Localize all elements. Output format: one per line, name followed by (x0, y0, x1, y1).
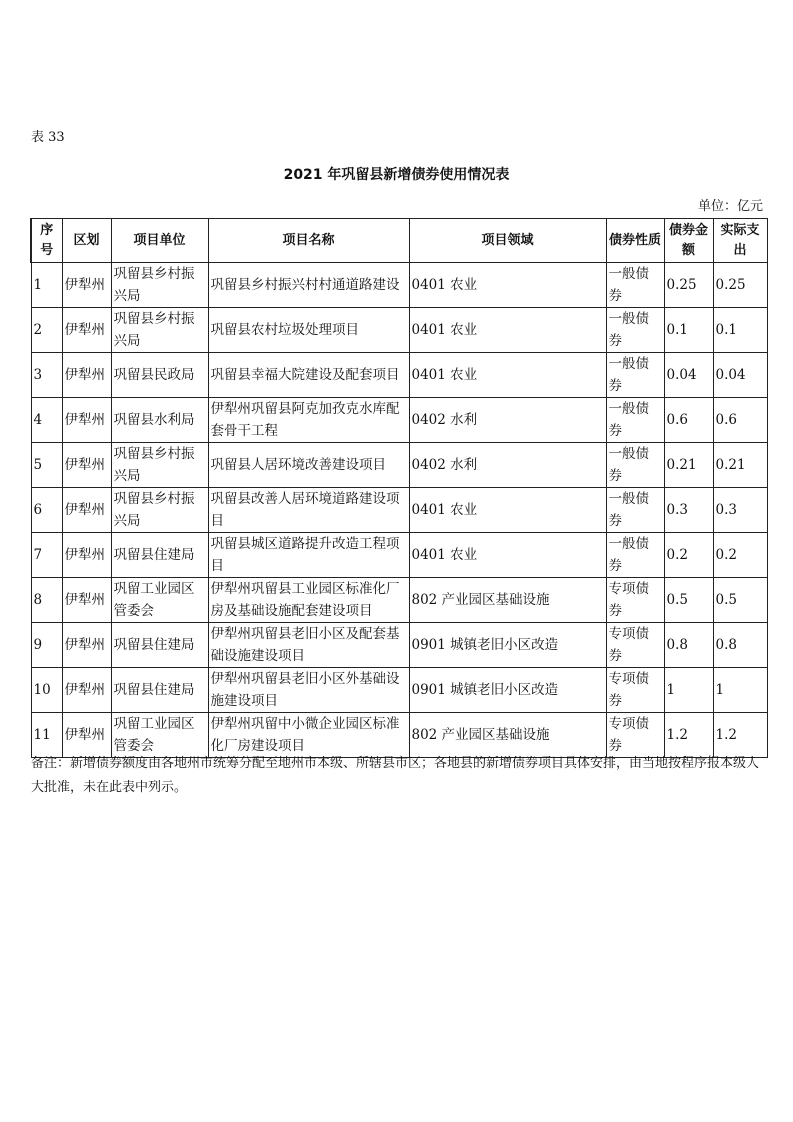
table-row (31, 713, 767, 758)
bond-amount-cell: 0.25 (664, 263, 713, 308)
table-row (31, 443, 767, 488)
page-title: 2021 年巩留县新增债券使用情况表 (283, 167, 510, 183)
row-number-cell: 5 (31, 443, 62, 488)
project-name-cell: 伊犁州巩留县阿克加孜克水库配套骨干工程 (208, 398, 409, 443)
header-cell: 项目单位 (111, 219, 208, 263)
actual-spending-cell: 0.8 (713, 623, 767, 668)
region-cell: 伊犁州 (62, 668, 111, 713)
region-cell: 伊犁州 (62, 533, 111, 578)
bond-amount-cell: 0.8 (664, 623, 713, 668)
project-field-cell: 0401 农业 (409, 308, 606, 353)
bond-amount-cell: 0.5 (664, 578, 713, 623)
bond-amount-cell: 0.6 (664, 398, 713, 443)
project-name-cell: 伊犁州巩留县老旧小区及配套基础设施建设项目 (208, 623, 409, 668)
bond-type-cell: 专项债券 (606, 668, 664, 713)
actual-spending-cell: 0.2 (713, 533, 767, 578)
project-unit-cell: 巩留县乡村振兴局 (111, 488, 208, 533)
row-number-cell: 10 (31, 668, 62, 713)
actual-spending-cell: 0.25 (713, 263, 767, 308)
project-unit-cell: 巩留县住建局 (111, 623, 208, 668)
actual-spending-cell: 0.3 (713, 488, 767, 533)
bond-type-cell: 一般债券 (606, 308, 664, 353)
bond-type-cell: 专项债券 (606, 623, 664, 668)
bond-amount-cell: 0.3 (664, 488, 713, 533)
header-cell: 实际支出 (713, 219, 767, 263)
row-number-cell: 4 (31, 398, 62, 443)
project-unit-cell: 巩留县乡村振兴局 (111, 308, 208, 353)
header-cell: 区划 (62, 219, 111, 263)
bond-type-cell: 一般债券 (606, 353, 664, 398)
project-name-cell: 巩留县幸福大院建设及配套项目 (208, 353, 409, 398)
project-unit-cell: 巩留县住建局 (111, 668, 208, 713)
actual-spending-cell: 1.2 (713, 713, 767, 758)
header-cell: 项目领域 (409, 219, 606, 263)
project-unit-cell: 巩留县民政局 (111, 353, 208, 398)
project-unit-cell: 巩留工业园区管委会 (111, 578, 208, 623)
table-row (31, 353, 767, 398)
project-unit-cell: 巩留县乡村振兴局 (111, 263, 208, 308)
table-row (31, 263, 767, 308)
project-name-cell: 巩留县乡村振兴村村通道路建设 (208, 263, 409, 308)
project-unit-cell: 巩留工业园区管委会 (111, 713, 208, 758)
actual-spending-cell: 1 (713, 668, 767, 713)
project-field-cell: 0402 水利 (409, 443, 606, 488)
row-number-cell: 7 (31, 533, 62, 578)
bond-type-cell: 一般债券 (606, 398, 664, 443)
bond-type-cell: 一般债券 (606, 443, 664, 488)
bond-amount-cell: 1.2 (664, 713, 713, 758)
table-row (31, 308, 767, 353)
project-name-cell: 巩留县人居环境改善建设项目 (208, 443, 409, 488)
region-cell: 伊犁州 (62, 488, 111, 533)
bond-amount-cell: 0.21 (664, 443, 713, 488)
actual-spending-cell: 0.21 (713, 443, 767, 488)
header-cell: 债券性质 (606, 219, 664, 263)
bond-amount-cell: 0.1 (664, 308, 713, 353)
project-field-cell: 802 产业园区基础设施 (409, 713, 606, 758)
project-field-cell: 0401 农业 (409, 488, 606, 533)
footnote: 备注：新增债券额度由各地州市统筹分配至地州市本级、所辖县市区；各地县的新增债券项目具体安排，由当地按程序报本级人大批准，未在此表中列示。 (31, 756, 760, 795)
project-name-cell: 巩留县城区道路提升改造工程项目 (208, 533, 409, 578)
project-field-cell: 0401 农业 (409, 353, 606, 398)
row-number-cell: 1 (31, 263, 62, 308)
project-unit-cell: 巩留县乡村振兴局 (111, 443, 208, 488)
project-unit-cell: 巩留县水利局 (111, 398, 208, 443)
project-unit-cell: 巩留县住建局 (111, 533, 208, 578)
region-cell: 伊犁州 (62, 578, 111, 623)
header-cell: 债券金额 (664, 219, 713, 263)
bond-amount-cell: 1 (664, 668, 713, 713)
row-number-cell: 3 (31, 353, 62, 398)
project-name-cell: 伊犁州巩留中小微企业园区标准化厂房建设项目 (208, 713, 409, 758)
region-cell: 伊犁州 (62, 308, 111, 353)
region-cell: 伊犁州 (62, 623, 111, 668)
bond-type-cell: 专项债券 (606, 713, 664, 758)
actual-spending-cell: 0.1 (713, 308, 767, 353)
table-header-row (31, 219, 767, 263)
table-row (31, 668, 767, 713)
region-cell: 伊犁州 (62, 443, 111, 488)
row-number-cell: 8 (31, 578, 62, 623)
actual-spending-cell: 0.6 (713, 398, 767, 443)
table-row (31, 488, 767, 533)
project-name-cell: 伊犁州巩留县老旧小区外基础设施建设项目 (208, 668, 409, 713)
actual-spending-cell: 0.04 (713, 353, 767, 398)
project-name-cell: 伊犁州巩留县工业园区标准化厂房及基础设施配套建设项目 (208, 578, 409, 623)
project-field-cell: 802 产业园区基础设施 (409, 578, 606, 623)
project-field-cell: 0901 城镇老旧小区改造 (409, 623, 606, 668)
header-cell: 项目名称 (208, 219, 409, 263)
project-name-cell: 巩留县改善人居环境道路建设项目 (208, 488, 409, 533)
project-field-cell: 0401 农业 (409, 533, 606, 578)
bond-type-cell: 一般债券 (606, 488, 664, 533)
unit-label: 单位：亿元 (697, 199, 763, 214)
row-number-cell: 11 (31, 713, 62, 758)
bond-amount-cell: 0.04 (664, 353, 713, 398)
bond-type-cell: 一般债券 (606, 263, 664, 308)
project-name-cell: 巩留县农村垃圾处理项目 (208, 308, 409, 353)
bond-usage-table (30, 218, 768, 758)
region-cell: 伊犁州 (62, 398, 111, 443)
bond-type-cell: 一般债券 (606, 533, 664, 578)
bond-amount-cell: 0.2 (664, 533, 713, 578)
row-number-cell: 9 (31, 623, 62, 668)
bond-type-cell: 专项债券 (606, 578, 664, 623)
region-cell: 伊犁州 (62, 263, 111, 308)
region-cell: 伊犁州 (62, 353, 111, 398)
region-cell: 伊犁州 (62, 713, 111, 758)
row-number-cell: 2 (31, 308, 62, 353)
project-field-cell: 0402 水利 (409, 398, 606, 443)
actual-spending-cell: 0.5 (713, 578, 767, 623)
header-cell: 序号 (31, 219, 62, 263)
row-number-cell: 6 (31, 488, 62, 533)
table-row (31, 623, 767, 668)
table-row (31, 398, 767, 443)
table-label: 表 33 (31, 130, 65, 145)
table-row (31, 578, 767, 623)
table-row (31, 533, 767, 578)
project-field-cell: 0401 农业 (409, 263, 606, 308)
project-field-cell: 0901 城镇老旧小区改造 (409, 668, 606, 713)
